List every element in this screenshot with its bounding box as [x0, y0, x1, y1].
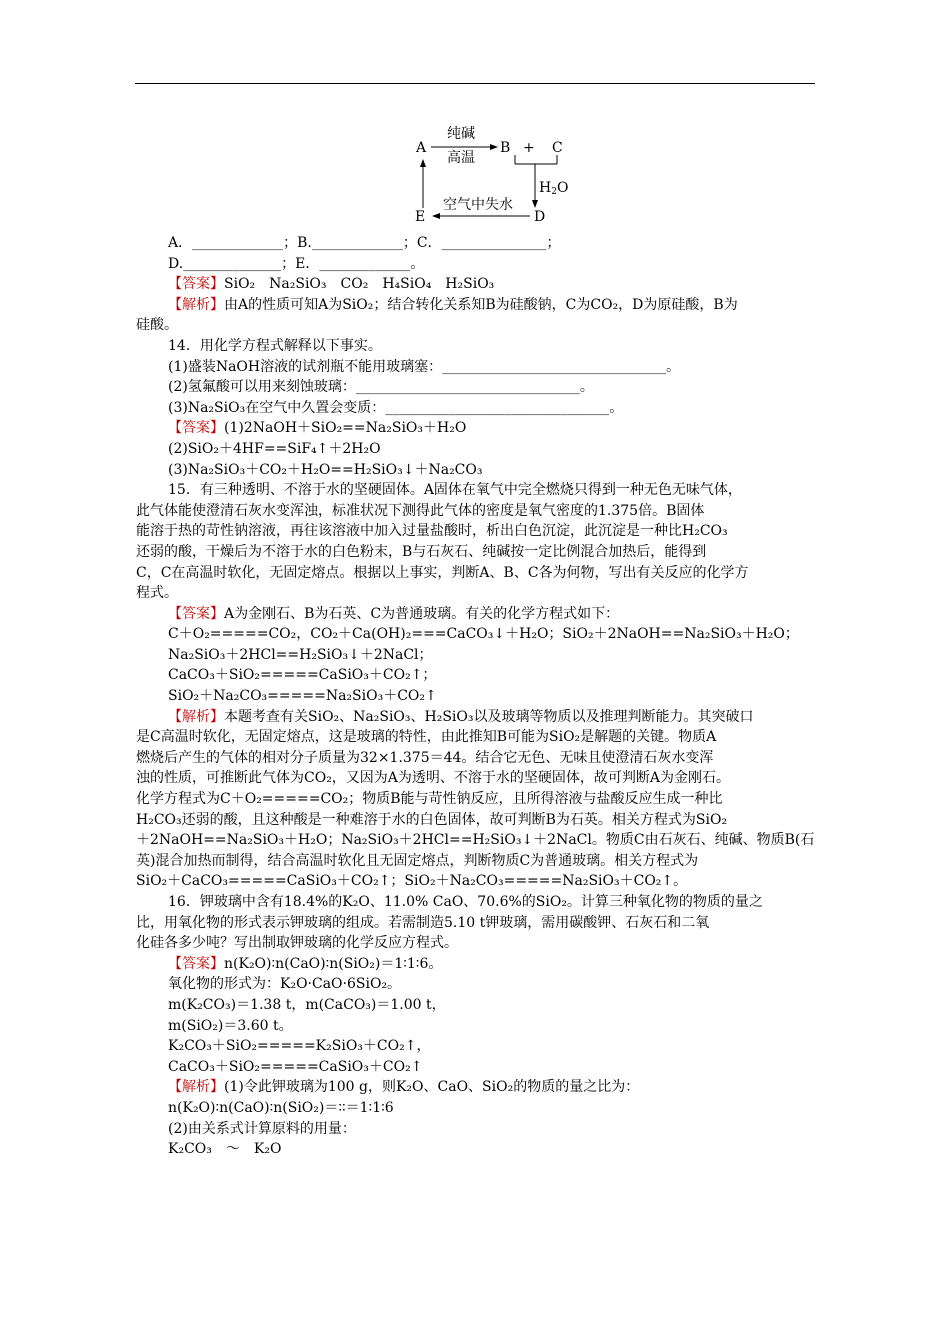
analysis-tag: 【解析】	[168, 708, 224, 725]
q16-analysis: 【解析】(1)令此钾玻璃为100 g，则K₂O、CaO、SiO₂的物质的量之比为：	[168, 1079, 640, 1096]
label-soda: 纯碱	[447, 126, 475, 142]
q16-stem-2: 比，用氧化物的形式表示钾玻璃的组成。若需制造5.10 t钾玻璃，需用碳酸钾、石灰石和二氧	[136, 914, 710, 931]
q15-analysis: 【解析】本题考查有关SiO₂、Na₂SiO₃、H₂SiO₃以及玻璃等物质以及推理判断能力。其突破口	[168, 708, 754, 725]
q15-analysis-4: 浊的性质，可推断此气体为CO₂，又因为A为透明、不溶于水的坚硬固体，故可判断A为金刚石。	[136, 770, 731, 787]
q15-stem-6: 程式。	[136, 585, 178, 602]
q15-eq-3: CaCO₃＋SiO₂=====CaSiO₃＋CO₂↑；	[168, 667, 437, 684]
q15-analysis-8: 英)混合加热而制得，结合高温时软化且无固定熔点，判断物质C为普通玻璃。相关方程式为	[136, 852, 699, 869]
q15-analysis-3: 燃烧后产生的气体的相对分子质量为32×1.375＝44。结合它无色、无味且使澄清石灰水变浑	[136, 749, 714, 766]
conversion-diagram	[405, 122, 605, 232]
q16-analysis-4: K₂CO₃ ～ K₂O	[168, 1141, 282, 1158]
q15-eq-1: C＋O₂=====CO₂，CO₂＋Ca(OH)₂===CaCO₃↓＋H₂O；SiO₂＋2NaOH==Na₂SiO₃＋H₂O；	[168, 626, 799, 643]
node-e: E	[415, 209, 426, 225]
q13-analysis: 【解析】由A的性质可知A为SiO₂；结合转化关系知B为硅酸钠，C为CO₂，D为原硅酸，B为	[168, 296, 738, 313]
q14-answer: 【答案】(1)2NaOH＋SiO₂==Na₂SiO₃＋H₂O	[168, 420, 467, 437]
label-high-temp: 高温	[447, 150, 475, 166]
q16-answer-4: m(SiO₂)＝3.60 t。	[168, 1017, 293, 1034]
label-water: $H_2O$	[539, 180, 569, 197]
answer-tag: 【答案】	[168, 605, 224, 622]
q16-analysis-3: (2)由关系式计算原料的用量：	[168, 1120, 356, 1137]
header-rule	[135, 83, 815, 84]
q16-analysis-2: n(K₂O)∶n(CaO)∶n(SiO₂)＝∶∶＝1∶1∶6	[168, 1099, 394, 1116]
label-lose-water: 空气中失水	[443, 197, 513, 213]
q16-answer: 【答案】n(K₂O)∶n(CaO)∶n(SiO₂)＝1∶1∶6。	[168, 955, 443, 972]
q15-answer: 【答案】A为金刚石、B为石英、C为普通玻璃。有关的化学方程式如下：	[168, 605, 620, 622]
q13-analysis-cont: 硅酸。	[136, 317, 178, 334]
diagram-arrows	[405, 122, 605, 232]
q14-answer-3: (3)Na₂SiO₃＋CO₂＋H₂O==H₂SiO₃↓＋Na₂CO₃	[168, 461, 483, 478]
node-d: D	[534, 209, 546, 225]
q15-analysis-6: H₂CO₃还弱的酸，且这种酸是一种难溶于水的白色固体，故可判断B为石英。相关方程式为SiO₂	[136, 811, 728, 828]
q15-eq-4: SiO₂＋Na₂CO₃=====Na₂SiO₃＋CO₂↑	[168, 688, 437, 705]
q15-analysis-5: 化学方程式为C＋O₂=====CO₂；物质B能与苛性钠反应，且所得溶液与盐酸反应生成一种比	[136, 791, 723, 808]
q14-sub1: (1)盛装NaOH溶液的试剂瓶不能用玻璃塞：________________________________。	[168, 358, 681, 375]
analysis-tag: 【解析】	[168, 1079, 224, 1096]
node-a: A	[416, 140, 427, 156]
q14-answer-2: (2)SiO₂＋4HF==SiF₄↑＋2H₂O	[168, 440, 381, 457]
plus-sign: +	[523, 140, 535, 156]
answer-tag: 【答案】	[168, 955, 224, 972]
q15-stem-1: 15．有三种透明、不溶于水的坚硬固体。A固体在氧气中完全燃烧只得到一种无色无味气体，	[168, 482, 742, 499]
q13-blanks-2: D.______________；E．_____________。	[168, 255, 425, 272]
q16-answer-6: CaCO₃＋SiO₂=====CaSiO₃＋CO₂↑	[168, 1058, 423, 1075]
q14-stem: 14．用化学方程式解释以下事实。	[168, 337, 382, 354]
node-c: C	[552, 140, 563, 156]
q15-stem-4: 还弱的酸，干燥后为不溶于水的白色粉末，B与石灰石、纯碱按一定比例混合加热后，能得到	[136, 543, 707, 560]
q14-sub3: (3)Na₂SiO₃在空气中久置会变质：________________________________。	[168, 399, 624, 416]
answer-tag: 【答案】	[168, 276, 224, 293]
analysis-tag: 【解析】	[168, 296, 224, 313]
answer-tag: 【答案】	[168, 420, 224, 437]
q15-eq-2: Na₂SiO₃＋2HCl==H₂SiO₃↓＋2NaCl；	[168, 646, 433, 663]
q16-stem-1: 16．钾玻璃中含有18.4%的K₂O、11.0% CaO、70.6%的SiO₂。计算三种氧化物的物质的量之	[168, 894, 763, 910]
q16-stem-3: 化硅各多少吨？写出制取钾玻璃的化学反应方程式。	[136, 935, 458, 952]
document-body	[136, 233, 818, 1160]
q16-answer-3: m(K₂CO₃)＝1.38 t，m(CaCO₃)＝1.00 t，	[168, 996, 446, 1013]
q13-answer: 【答案】SiO₂ Na₂SiO₃ CO₂ H₄SiO₄ H₂SiO₃	[168, 276, 495, 293]
q16-answer-2: 氧化物的形式为：K₂O·CaO·6SiO₂。	[168, 976, 402, 993]
q15-analysis-9: SiO₂＋CaCO₃=====CaSiO₃＋CO₂↑；SiO₂＋Na₂CO₃=====Na₂SiO₃＋CO₂↑。	[136, 873, 688, 890]
q16-answer-5: K₂CO₃＋SiO₂=====K₂SiO₃＋CO₂↑，	[168, 1038, 431, 1055]
q15-stem-5: C，C在高温时软化，无固定熔点。根据以上事实，判断A、B、C各为何物，写出有关反应的化学方	[136, 564, 749, 581]
q15-analysis-2: 是C高温时软化，无固定熔点，这是玻璃的特性，由此推知B可能为SiO₂是解题的关键。物质A	[136, 729, 717, 746]
q15-stem-2: 此气体能使澄清石灰水变浑浊，标准状况下测得此气体的密度是氧气密度的1.375倍。B固体	[136, 502, 705, 519]
node-b: B	[500, 140, 511, 156]
q15-analysis-7: ＋2NaOH==Na₂SiO₃＋H₂O；Na₂SiO₃＋2HCl==H₂SiO₃↓＋2NaCl。物质C由石灰石、纯碱、物质B(石	[136, 832, 815, 849]
q15-stem-3: 能溶于热的苛性钠溶液，再往该溶液中加入过量盐酸时，析出白色沉淀，此沉淀是一种比H₂CO₃	[136, 523, 728, 540]
q13-blanks-1: A．_____________；B._____________；C．_______________；	[168, 235, 561, 251]
q14-sub2: (2)氢氟酸可以用来刻蚀玻璃：________________________________。	[168, 379, 594, 396]
